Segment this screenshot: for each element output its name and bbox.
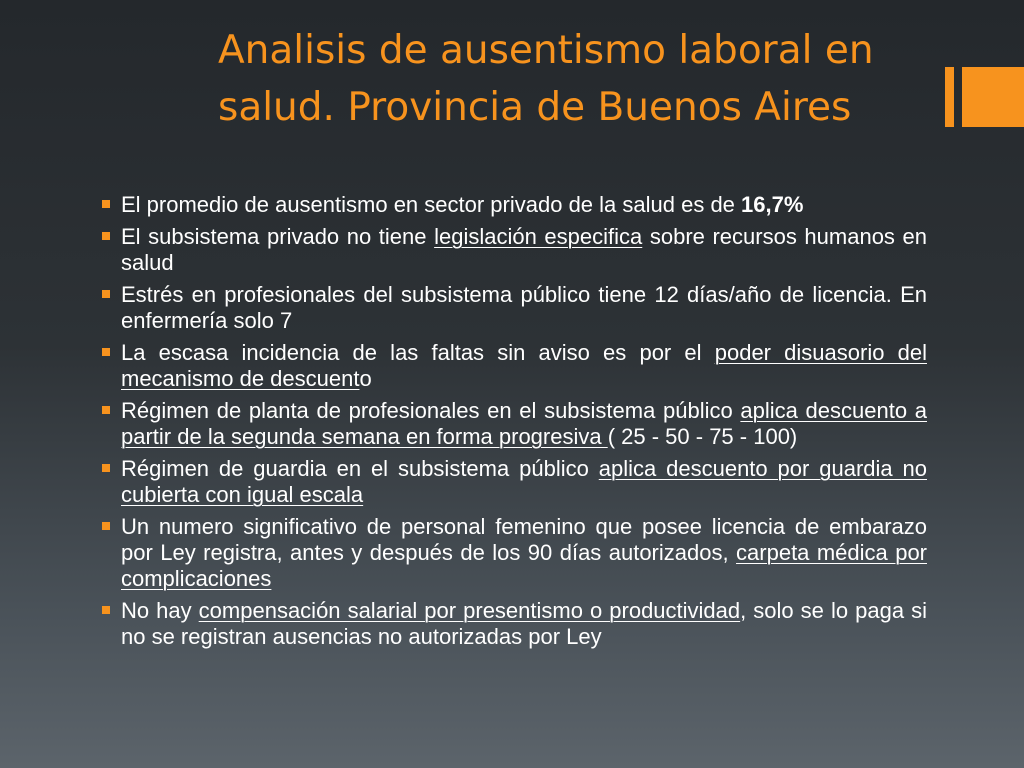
- orange-square-bullet-icon: [102, 406, 110, 414]
- title-accent-bar-thin: [945, 67, 954, 127]
- title-accent-bar-wide: [962, 67, 1024, 127]
- orange-square-bullet-icon: [102, 348, 110, 356]
- bullet-underlined-text: poder disuasorio del mecanismo de descuent: [121, 340, 927, 391]
- bullet-underlined-text: legislación especifica: [434, 224, 643, 249]
- bullet-text: Estrés en profesionales del subsistema público tiene 12 días/año de licencia. En enfermería solo 7: [121, 282, 927, 333]
- orange-square-bullet-icon: [102, 606, 110, 614]
- bullet-text: Régimen de guardia en el subsistema público: [121, 456, 599, 481]
- bullet-text: El promedio de ausentismo en sector privado de la salud es de: [121, 192, 742, 217]
- bullet-item: [102, 224, 927, 276]
- bullet-text: ( 25 - 50 - 75 - 100): [607, 424, 798, 449]
- bullet-item: [102, 456, 927, 508]
- bullet-bold-text: 16,7%: [741, 192, 804, 217]
- bullet-list: [102, 192, 927, 656]
- bullet-text: sobre recursos humanos en salud: [121, 224, 927, 275]
- bullet-item: [102, 398, 927, 450]
- bullet-underlined-text: aplica descuento a partir de la segunda semana en forma progresiva: [121, 398, 927, 449]
- bullet-text: La escasa incidencia de las faltas sin aviso es por el: [121, 340, 715, 365]
- bullet-underlined-text: compensación salarial por presentismo o productividad: [198, 598, 741, 623]
- bullet-item: [102, 282, 927, 334]
- bullet-item: [102, 514, 927, 592]
- bullet-text: Un numero significativo de personal femenino que posee licencia de embarazo por Ley registra, antes y después de los 90 días autorizados,: [121, 514, 927, 565]
- orange-square-bullet-icon: [102, 290, 110, 298]
- orange-square-bullet-icon: [102, 200, 110, 208]
- bullet-item: [102, 192, 927, 218]
- bullet-text: , solo se lo paga si no se registran ausencias no autorizadas por Ley: [121, 598, 927, 649]
- bullet-underlined-text: carpeta médica por complicaciones: [121, 540, 927, 591]
- bullet-item: [102, 598, 927, 650]
- slide-title: Analisis de ausentismo laboral en salud. Provincia de Buenos Aires: [218, 28, 874, 130]
- bullet-text: El subsistema privado no tiene: [121, 224, 435, 249]
- bullet-text: No hay: [121, 598, 199, 623]
- bullet-item: [102, 340, 927, 392]
- orange-square-bullet-icon: [102, 464, 110, 472]
- bullet-underlined-text: aplica descuento por guardia no cubierta con igual escala: [121, 456, 927, 507]
- bullet-text: Régimen de planta de profesionales en el subsistema público: [121, 398, 741, 423]
- orange-square-bullet-icon: [102, 232, 110, 240]
- orange-square-bullet-icon: [102, 522, 110, 530]
- bullet-text: o: [359, 366, 372, 391]
